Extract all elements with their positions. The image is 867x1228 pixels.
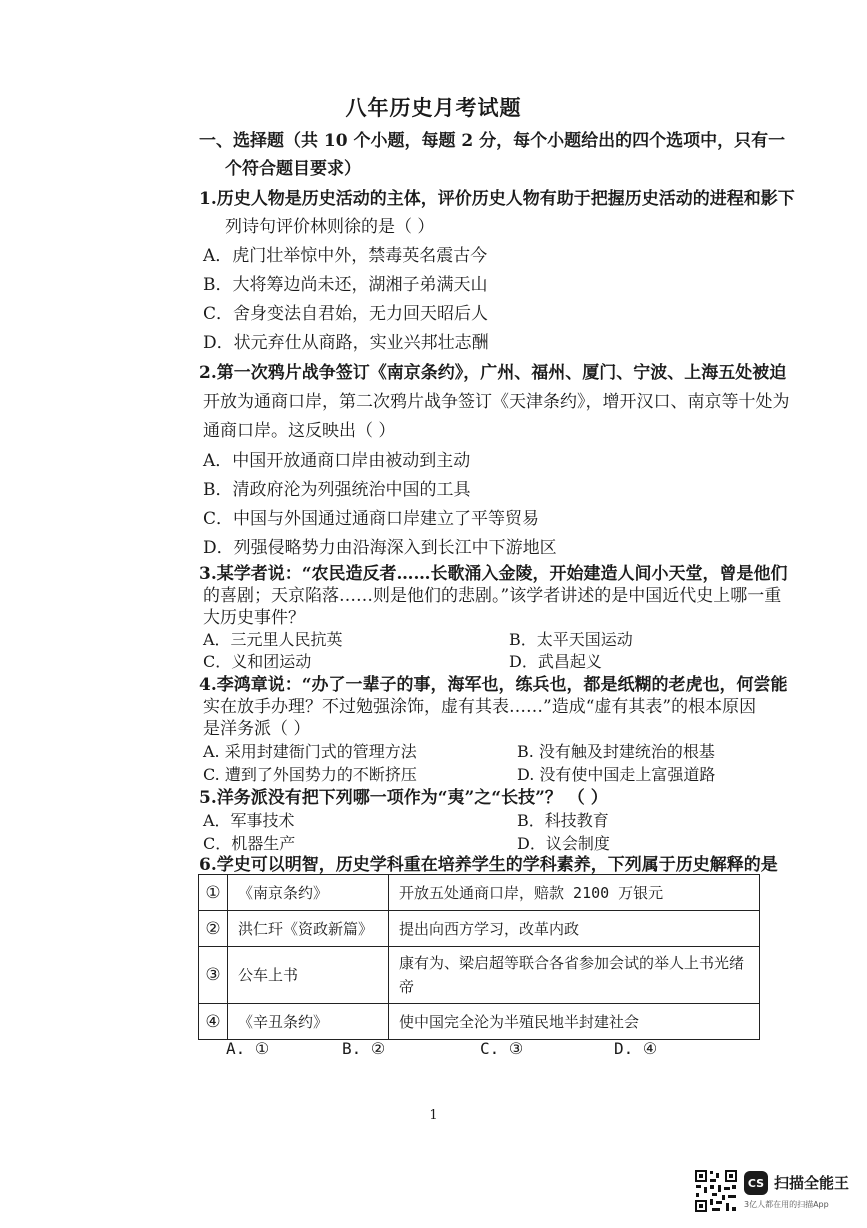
question-4-option-c: C. 遭到了外国势力的不断挤压	[203, 765, 417, 784]
question-4-stem-line1: 4.李鸿章说：“办了一辈子的事，海军也，练兵也，都是纸糊的老虎也，何尝能	[199, 675, 788, 695]
question-5-option-d: D．议会制度	[517, 834, 610, 853]
question-2-option-b: B．清政府沦为列强统治中国的工具	[203, 480, 471, 500]
question-6-stem: 6.学史可以明智，历史学科重在培养学生的学科素养，下列属于历史解释的是	[199, 855, 778, 875]
question-5-stem: 5.洋务派没有把下列哪一项作为“夷”之“长技”？ （ ）	[199, 788, 608, 808]
question-4-stem-line3: 是洋务派（ ）	[203, 719, 311, 739]
question-2-option-c: C．中国与外国通过通商口岸建立了平等贸易	[203, 509, 540, 529]
table-cell-item: 《辛丑条约》	[228, 1004, 389, 1040]
question-2-stem-line3: 通商口岸。这反映出（ ）	[203, 421, 396, 441]
table-cell-item: 洪仁玕《资政新篇》	[228, 911, 389, 947]
question-1-stem-line1: 1.历史人物是历史活动的主体，评价历史人物有助于把握历史活动的进程和影下	[199, 189, 795, 209]
table-cell-number: ②	[199, 911, 228, 947]
table-cell-item: 公车上书	[228, 947, 389, 1004]
question-1-stem-line2: 列诗句评价林则徐的是（ ）	[225, 217, 435, 237]
question-1-option-d: D．状元弃仕从商路，实业兴邦壮志酬	[203, 333, 489, 353]
question-4-option-a: A. 采用封建衙门式的管理方法	[203, 742, 417, 761]
table-row	[199, 875, 760, 911]
question-5-option-a: A．军事技术	[203, 811, 295, 830]
section-heading-line2: 个符合题目要求）	[225, 159, 361, 179]
table-row	[199, 1004, 760, 1040]
table-cell-description: 使中国完全沦为半殖民地半封建社会	[389, 1004, 760, 1040]
question-5-option-c: C．机器生产	[203, 834, 296, 853]
table-row	[199, 947, 760, 1004]
page-number: 1	[429, 1108, 438, 1123]
question-3-option-a: A．三元里人民抗英	[203, 630, 343, 649]
question-3-option-d: D．武昌起义	[509, 652, 602, 671]
watermark-tagline: 3亿人都在用的扫描App	[744, 1200, 829, 1209]
question-6-table	[198, 874, 760, 1040]
table-cell-number: ③	[199, 947, 228, 1004]
table-cell-description: 提出向西方学习，改革内政	[389, 911, 760, 947]
question-3-stem-line3: 大历史事件？	[203, 608, 305, 628]
page-title: 八年历史月考试题	[345, 95, 522, 120]
question-5-option-b: B．科技教育	[517, 811, 609, 830]
question-6-option-c: C. ③	[480, 1039, 524, 1058]
question-2-option-a: A．中国开放通商口岸由被动到主动	[203, 451, 471, 471]
table-row	[199, 911, 760, 947]
table-cell-number: ④	[199, 1004, 228, 1040]
question-1-option-c: C．舍身变法自君始，无力回天昭后人	[203, 304, 489, 324]
qr-code-icon	[694, 1169, 738, 1213]
question-1-option-b: B．大将筹边尚未还，湖湘子弟满天山	[203, 275, 488, 295]
section-heading-line1: 一、选择题（共 10 个小题，每题 2 分，每个小题给出的四个选项中，只有一	[199, 131, 786, 151]
scanner-watermark	[694, 1169, 854, 1219]
question-6-option-b: B. ②	[342, 1039, 386, 1058]
question-2-stem-line2: 开放为通商口岸，第二次鸦片战争签订《天津条约》，增开汉口、南京等十处为	[203, 392, 790, 412]
question-3-stem-line2: 的喜剧；天京陷落……则是他们的悲剧。”该学者讲述的是中国近代史上哪一重	[203, 586, 782, 606]
watermark-app-name: 扫描全能王	[774, 1174, 850, 1192]
question-3-option-b: B．太平天国运动	[509, 630, 633, 649]
question-1-option-a: A．虎门壮举惊中外，禁毒英名震古今	[203, 246, 488, 266]
table-cell-description: 开放五处通商口岸，赔款 2100 万银元	[389, 875, 760, 911]
camscanner-logo-icon: CS	[744, 1171, 768, 1195]
question-3-option-c: C．义和团运动	[203, 652, 312, 671]
table-cell-item: 《南京条约》	[228, 875, 389, 911]
question-3-stem-line1: 3.某学者说：“农民造反者……长歌涌入金陵，开始建造人间小天堂，曾是他们	[199, 564, 788, 584]
question-4-stem-line2: 实在放手办理？不过勉强涂饰，虚有其表……”造成“虚有其表”的根本原因	[203, 697, 757, 717]
question-4-option-b: B. 没有触及封建统治的根基	[517, 742, 715, 761]
table-cell-description: 康有为、梁启超等联合各省参加会试的举人上书光绪帝	[389, 947, 760, 1004]
question-2-stem-line1: 2.第一次鸦片战争签订《南京条约》，广州、福州、厦门、宁波、上海五处被迫	[199, 363, 787, 383]
question-6-option-a: A. ①	[226, 1039, 270, 1058]
table-cell-number: ①	[199, 875, 228, 911]
question-2-option-d: D．列强侵略势力由沿海深入到长江中下游地区	[203, 538, 557, 558]
question-4-option-d: D. 没有使中国走上富强道路	[517, 765, 716, 784]
question-6-option-d: D. ④	[614, 1039, 658, 1058]
